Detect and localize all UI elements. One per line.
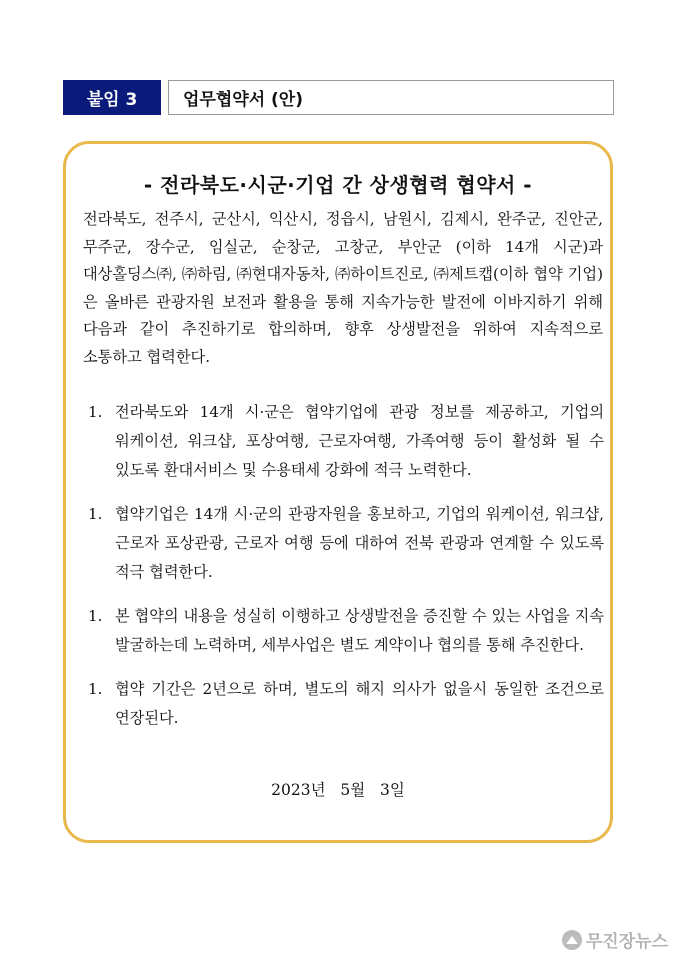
agreement-frame xyxy=(63,141,613,843)
agreement-intro: 전라북도, 전주시, 군산시, 익산시, 정읍시, 남원시, 김제시, 완주군, 진안군, 무주군, 장수군, 임실군, 순창군, 고창군, 부안군 (이하 14개 시군)과 대상홀딩스㈜, ㈜하림, ㈜현대자동차, ㈜하이트진로, ㈜제트캡(이하 협약 기업)은 올바른 관광자원 보전과 활용을 통해 지속가능한 발전에 이바지하기 위해 다음과 같이 추진하기로 합의하며, 향후 상생발전을 위하여 지속적으로 소통하고 협력한다. xyxy=(83,210,603,366)
agreement-item xyxy=(88,602,604,660)
attachment-title: 업무협약서 (안) xyxy=(168,80,614,115)
item-number: 1. xyxy=(88,607,103,625)
agreement-date: 2023년 5월 3일 xyxy=(271,781,405,799)
item-text: 전라북도와 14개 시·군은 협약기업에 관광 정보를 제공하고, 기업의 워케이션, 워크샵, 포상여행, 근로자여행, 가족여행 등이 활성화 될 수 있도록 환대서비스 및 수용태세 강화에 적극 노력한다. xyxy=(115,403,604,479)
item-number: 1. xyxy=(88,680,103,698)
agreement-items xyxy=(88,398,604,748)
agreement-item xyxy=(88,500,604,587)
item-number: 1. xyxy=(88,403,103,421)
mountain-logo-icon xyxy=(562,930,582,950)
item-text: 협약 기간은 2년으로 하며, 별도의 해지 의사가 없을시 동일한 조건으로 연장된다. xyxy=(115,680,604,727)
item-text: 협약기업은 14개 시·군의 관광자원을 홍보하고, 기업의 워케이션, 워크샵, 근로자 포상관광, 근로자 여행 등에 대하여 전북 관광과 연계할 수 있도록 적극 협력한다. xyxy=(115,505,604,581)
watermark-text: 무진장뉴스 xyxy=(585,932,668,952)
news-watermark xyxy=(562,927,668,952)
item-text: 본 협약의 내용을 성실히 이행하고 상생발전을 증진할 수 있는 사업을 지속 발굴하는데 노력하며, 세부사업은 별도 계약이나 협의를 통해 추진한다. xyxy=(115,607,604,654)
item-number: 1. xyxy=(88,505,103,523)
agreement-item xyxy=(88,398,604,485)
agreement-item xyxy=(88,675,604,733)
attachment-badge: 붙임 3 xyxy=(63,80,161,115)
attachment-header xyxy=(63,80,614,115)
agreement-title: - 전라북도·시군·기업 간 상생협력 협약서 - xyxy=(143,173,533,197)
